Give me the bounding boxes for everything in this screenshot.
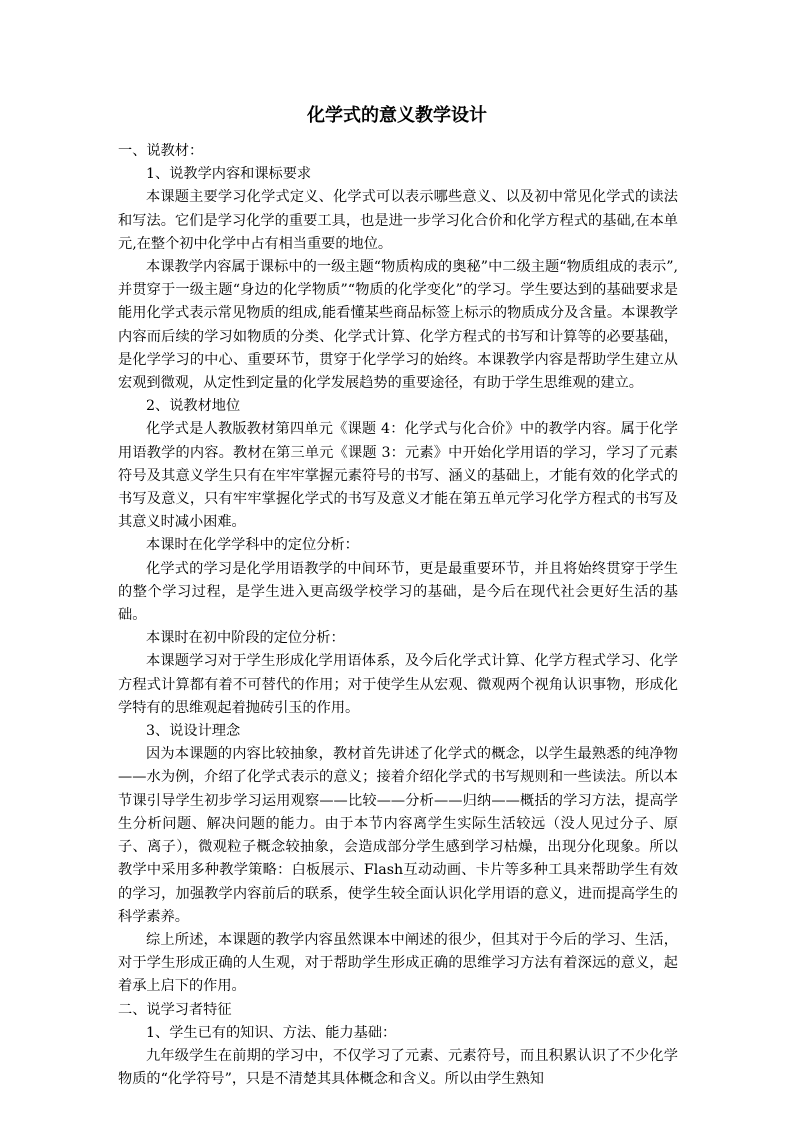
subsection-heading: 3、说设计理念 [146, 723, 241, 740]
body-paragraph: 本课时在化学学科中的定位分析： [146, 537, 359, 554]
body-paragraph: 综上所述，本课题的教学内容虽然课本中阐述的很少，但其对于今后的学习、生活，对于学生形成正确的人生观，对于帮助学生形成正确的思维学习方法有着深远的意义，起着承上启下的作用。 [118, 931, 678, 995]
section-heading: 一、说教材： [118, 143, 204, 159]
body-paragraph: 化学式是人教版教材第四单元《课题 4：化学式与化合价》中的教学内容。属于化学用语教学的内容。教材在第三单元《课题 3：元素》中开始化学用语的学习，学习了元素符号及其意义学生只有在牢牢掌握元素符号的书写、涵义的基础上，才能有效的化学式的书写及意义，只有牢牢掌握化学式的书写及意义才能在第五单元学习化学方程式的书写及其意义时减小困难。 [118, 421, 678, 531]
body-paragraph: 本课题主要学习化学式定义、化学式可以表示哪些意义、以及初中常见化学式的读法和写法。它们是学习化学的重要工具，也是进一步学习化合价和化学方程式的基础,在本单元,在整个初中化学中占有相当重要的地位。 [118, 189, 678, 252]
subsection-heading: 1、学生已有的知识、方法、能力基础： [146, 1024, 397, 1041]
body-paragraph: 九年级学生在前期的学习中，不仅学习了元素、元素符号，而且积累认识了不少化学物质的“化学符号”，只是不清楚其具体概念和含义。所以由学生熟知 [118, 1047, 678, 1088]
subsection-heading: 1、说教学内容和课标要求 [146, 166, 312, 183]
document-title: 化学式的意义教学设计 [307, 105, 487, 126]
body-paragraph: 化学式的学习是化学用语教学的中间环节，更是最重要环节，并且将始终贯穿于学生的整个学习过程，是学生进入更高级学校学习的基础，是今后在现代社会更好生活的基础。 [118, 560, 678, 624]
document-body [118, 140, 678, 1091]
body-paragraph: 本课教学内容属于课标中的一级主题“物质构成的奥秘”中二级主题“物质组成的表示”,并贯穿于一级主题“身边的化学物质”“物质的化学变化”的学习。学生要达到的基础要求是能用化学式表示常见物质的组成,能看懂某些商品标签上标示的物质成分及含量。本课教学内容而后续的学习如物质的分类、化学式计算、化学方程式的书写和计算等的必要基础，是化学学习的中心、重要环节，贯穿于化学学习的始终。本课教学内容是帮助学生建立从宏观到微观，从定性到定量的化学发展趋势的重要途径，有助于学生思维观的建立。 [118, 259, 678, 392]
body-paragraph: 因为本课题的内容比较抽象，教材首先讲述了化学式的概念，以学生最熟悉的纯净物——水为例，介绍了化学式表示的意义；接着介绍化学式的书写规则和一些读法。所以本节课引导学生初步学习运用观察——比较——分析——归纳——概括的学习方法，提高学生分析问题、解决问题的能力。由于本节内容离学生实际生活较远（没人见过分子、原子、离子），微观粒子概念较抽象，会造成部分学生感到学习枯燥，出现分化现象。所以教学中采用多种教学策略：白板展示、Flash互动动画、卡片等多种工具来帮助学生有效的学习，加强教学内容前后的联系，使学生较全面认识化学用语的意义，进而提高学生的科学素养。 [118, 746, 678, 925]
subsection-heading: 2、说教材地位 [146, 398, 241, 415]
body-paragraph: 本课时在初中阶段的定位分析： [146, 630, 345, 647]
section-heading: 二、说学习者特征 [118, 1001, 232, 1018]
body-paragraph: 本课题学习对于学生形成化学用语体系，及今后化学式计算、化学方程式学习、化学方程式计算都有着不可替代的作用；对于使学生从宏观、微观两个视角认识事物，形成化学特有的思维观起着抛砖引玉的作用。 [118, 653, 678, 716]
